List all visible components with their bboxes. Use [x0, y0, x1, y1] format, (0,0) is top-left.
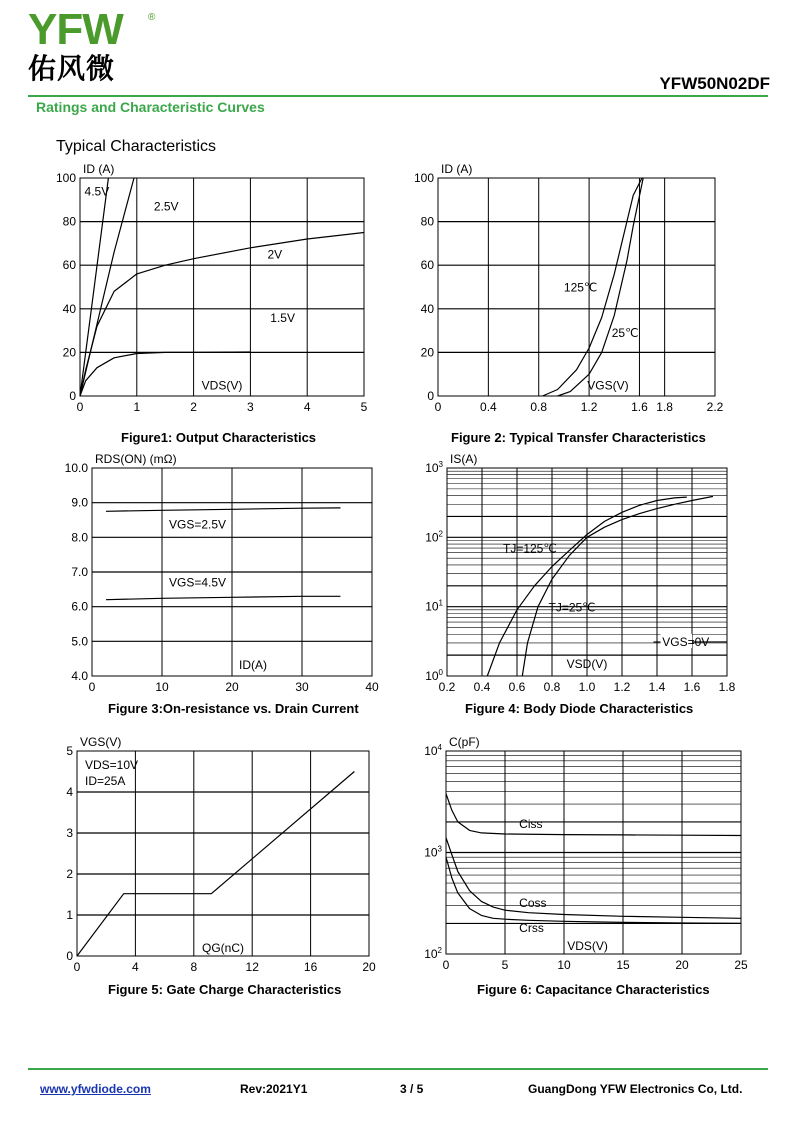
- fig1-x-tick-label: 4: [303, 400, 311, 414]
- fig6-x-tick-label: 25: [734, 958, 748, 972]
- fig6-series-line: [446, 857, 741, 923]
- fig5-y-axis-label: VGS(V): [80, 735, 122, 749]
- fig1-x-axis-label: VDS(V): [201, 378, 243, 393]
- fig5-y-tick-label: 5: [66, 744, 73, 758]
- fig3-y-tick-label: 8.0: [71, 530, 88, 545]
- page-number: 3 / 5: [400, 1082, 424, 1096]
- fig5-y-tick-label: 3: [66, 826, 73, 840]
- fig2-x-tick-label: 0.4: [480, 400, 497, 414]
- fig6-y-tick-label: $10^4$: [424, 743, 442, 758]
- fig6-y-tick-label: $10^3$: [424, 844, 442, 860]
- fig2-x-tick-label: 1.8: [656, 400, 673, 414]
- fig1-x-tick-label: 3: [247, 400, 254, 414]
- fig3-y-tick-label: 7.0: [71, 565, 88, 579]
- fig1-series-line: [80, 233, 364, 397]
- fig4-x-tick-label: 1.0: [578, 680, 596, 694]
- fig5-x-axis-label: QG(nC): [202, 940, 244, 955]
- fig1-plot-frame: [80, 178, 364, 396]
- fig2-series-label: 125℃: [563, 280, 598, 295]
- fig4-y-tick-label: $10^1$: [425, 598, 443, 614]
- fig4-x-axis-label: VSD(V): [566, 657, 608, 672]
- fig5-x-tick-label: 16: [303, 960, 318, 974]
- fig5-y-tick-label: 0: [66, 949, 73, 963]
- fig4-annotation: VGS=0V: [662, 634, 710, 649]
- fig1-series-label: 2.5V: [153, 199, 179, 214]
- fig1-x-tick-label: 1: [133, 400, 141, 414]
- fig2-x-tick-label: 0: [434, 400, 442, 414]
- fig1-y-tick-label: 20: [62, 345, 76, 360]
- fig6-series-label: Coss: [519, 896, 547, 911]
- fig5-x-tick-label: 4: [132, 960, 139, 974]
- figure-3-on-resistance: [0, 440, 400, 700]
- fig1-y-tick-label: 0: [69, 389, 76, 403]
- fig3-series-label: VGS=2.5V: [169, 517, 227, 532]
- fig6-x-axis-label: VDS(V): [567, 938, 608, 953]
- fig4-x-tick-label: 1.8: [718, 680, 736, 694]
- fig3-x-tick-label: 40: [365, 680, 379, 694]
- section-title: Ratings and Characteristic Curves: [36, 99, 265, 115]
- fig6-y-axis-label: C(pF): [449, 735, 480, 749]
- figure-5-gate-charge: [0, 725, 400, 980]
- footer: [0, 1082, 800, 1102]
- fig1-y-axis-label: ID (A): [83, 162, 115, 176]
- fig4-y-tick-label: $10^3$: [425, 460, 443, 475]
- fig3-y-tick-label: 5.0: [71, 634, 88, 649]
- figure-5-caption: Figure 5: Gate Charge Characteristics: [108, 982, 342, 997]
- figure-4-caption: Figure 4: Body Diode Characteristics: [465, 701, 694, 716]
- company-logo: [28, 5, 168, 100]
- fig6-y-tick-label: $10^2$: [424, 946, 442, 961]
- footer-divider: [28, 1068, 768, 1070]
- fig4-x-tick-label: 1.2: [613, 680, 631, 694]
- part-number: YFW50N02DF: [659, 74, 770, 93]
- fig5-x-tick-label: 20: [362, 960, 376, 974]
- figure-2-caption: Figure 2: Typical Transfer Characteristics: [451, 430, 706, 445]
- fig2-x-tick-label: 1.6: [631, 400, 648, 414]
- fig1-y-tick-label: 80: [62, 214, 76, 229]
- fig4-x-tick-label: 1.4: [648, 680, 666, 694]
- fig1-x-tick-label: 0: [76, 400, 84, 414]
- fig3-series-label: VGS=4.5V: [169, 575, 227, 590]
- fig6-series-line: [446, 838, 741, 919]
- fig1-y-tick-label: 100: [55, 171, 76, 185]
- figure-1-caption: Figure1: Output Characteristics: [121, 430, 317, 445]
- fig4-x-tick-label: 1.6: [683, 680, 701, 694]
- fig2-y-tick-label: 80: [420, 214, 434, 229]
- fig5-x-tick-label: 8: [190, 960, 198, 974]
- fig5-series-line: [77, 772, 354, 957]
- fig3-x-tick-label: 10: [155, 680, 169, 694]
- fig1-series-label: 2V: [267, 247, 283, 262]
- fig5-y-tick-label: 2: [66, 867, 73, 881]
- fig4-x-tick-label: 0.4: [473, 680, 491, 694]
- fig5-annotation: VDS=10V: [85, 758, 139, 772]
- fig1-x-tick-label: 2: [190, 400, 197, 414]
- figure-2-transfer-characteristics: [400, 150, 800, 430]
- fig4-series-label: TJ=125℃: [503, 541, 557, 556]
- fig3-y-axis-label: RDS(ON) (mΩ): [95, 452, 177, 466]
- fig5-annotation: ID=25A: [85, 774, 126, 788]
- logo-mark: YFW: [28, 5, 123, 54]
- fig3-y-tick-label: 4.0: [71, 669, 88, 683]
- website-link[interactable]: www.yfwdiode.com: [40, 1082, 151, 1096]
- fig3-x-tick-label: 0: [88, 680, 96, 694]
- fig1-x-tick-label: 5: [360, 400, 368, 414]
- fig2-series-label: 25℃: [611, 326, 639, 341]
- fig6-x-tick-label: 10: [557, 958, 571, 972]
- company-name: GuangDong YFW Electronics Co, Ltd.: [528, 1082, 743, 1096]
- fig6-series-label: Crss: [519, 920, 544, 935]
- fig6-x-tick-label: 5: [501, 958, 509, 972]
- fig3-x-tick-label: 30: [295, 680, 309, 694]
- fig1-series-label: 1.5V: [270, 310, 295, 325]
- fig2-y-tick-label: 40: [420, 301, 434, 316]
- fig4-x-tick-label: 0.2: [438, 680, 456, 694]
- figure-3-caption: Figure 3:On-resistance vs. Drain Current: [108, 701, 359, 716]
- figure-1-output-characteristics: [0, 150, 400, 430]
- header-divider: [28, 95, 768, 97]
- fig3-series-line: [106, 508, 341, 511]
- fig4-y-axis-label: IS(A): [450, 452, 478, 466]
- fig2-y-tick-label: 100: [413, 171, 434, 185]
- revision: Rev:2021Y1: [240, 1082, 308, 1096]
- fig1-series-line: [80, 178, 134, 396]
- fig6-x-tick-label: 0: [442, 958, 450, 972]
- fig3-y-tick-label: 6.0: [71, 599, 88, 614]
- fig1-y-tick-label: 40: [62, 301, 76, 316]
- fig6-series-line: [446, 794, 741, 836]
- fig3-y-tick-label: 9.0: [71, 495, 88, 510]
- fig4-x-tick-label: 0.8: [543, 680, 561, 694]
- fig6-x-tick-label: 20: [675, 958, 689, 972]
- fig3-x-axis-label: ID(A): [239, 658, 267, 673]
- figure-4-body-diode: [400, 440, 800, 700]
- fig2-x-tick-label: 2.2: [706, 400, 724, 414]
- fig4-series-label: TJ=25℃: [548, 600, 596, 615]
- typical-characteristics-heading: Typical Characteristics: [56, 138, 217, 155]
- fig4-y-tick-label: $10^0$: [425, 668, 443, 683]
- fig1-series-label: 4.5V: [84, 184, 110, 199]
- fig2-y-axis-label: ID (A): [441, 162, 473, 176]
- fig3-y-tick-label: 10.0: [64, 461, 88, 475]
- registered-mark: ®: [148, 12, 156, 23]
- figure-6-capacitance: [400, 725, 800, 980]
- fig2-x-tick-label: 1.2: [580, 400, 598, 414]
- fig5-y-tick-label: 1: [66, 908, 73, 922]
- fig2-y-tick-label: 20: [420, 345, 434, 360]
- fig2-x-axis-label: VGS(V): [587, 378, 629, 393]
- fig5-y-tick-label: 4: [66, 785, 73, 799]
- fig4-x-tick-label: 0.6: [508, 680, 526, 694]
- fig3-x-tick-label: 20: [225, 680, 239, 694]
- figure-6-caption: Figure 6: Capacitance Characteristics: [477, 982, 710, 997]
- fig4-y-tick-label: $10^2$: [425, 529, 443, 545]
- fig6-series-label: Ciss: [519, 816, 543, 831]
- fig2-y-tick-label: 0: [427, 389, 434, 403]
- fig6-x-tick-label: 15: [616, 958, 630, 972]
- fig1-y-tick-label: 60: [62, 258, 76, 273]
- fig5-x-tick-label: 0: [73, 960, 81, 974]
- fig2-y-tick-label: 60: [420, 258, 434, 273]
- logo-chinese-name: 佑风微: [28, 52, 116, 85]
- fig3-series-line: [106, 596, 341, 599]
- fig2-x-tick-label: 0.8: [530, 400, 548, 414]
- fig5-x-tick-label: 12: [245, 960, 259, 974]
